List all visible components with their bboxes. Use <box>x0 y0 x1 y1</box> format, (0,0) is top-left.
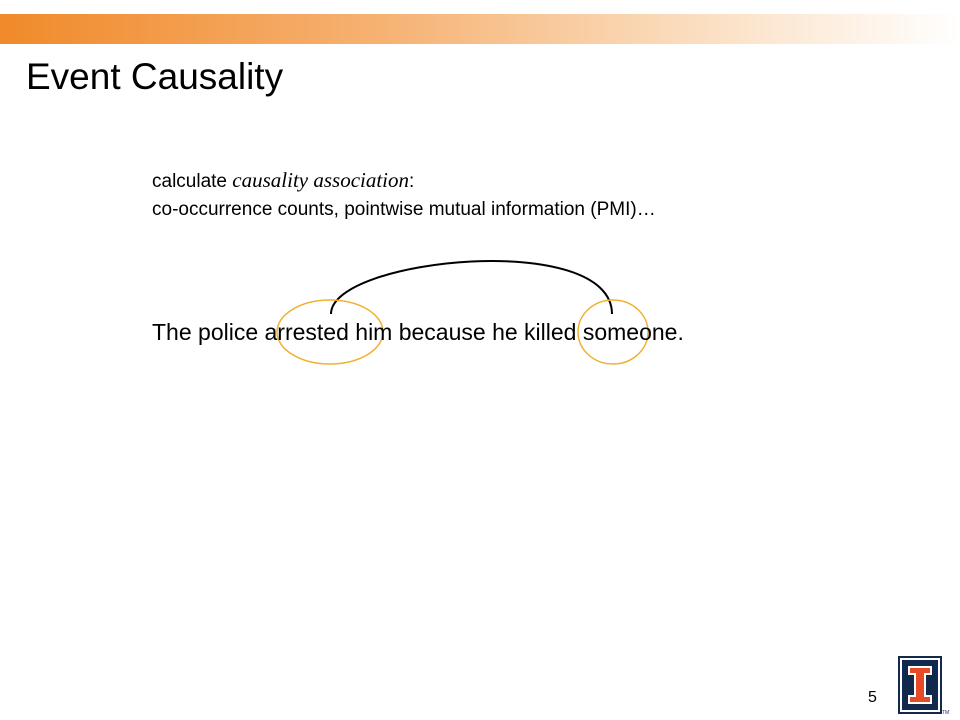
metrics-line: co-occurrence counts, pointwise mutual information (PMI)… <box>152 199 656 220</box>
calc-line <box>152 168 414 194</box>
illinois-block-i-icon <box>898 656 950 716</box>
example-sentence: The police arrested him because he killed someone. <box>152 319 684 345</box>
calc-term: causality association <box>232 168 410 192</box>
header-gradient-bar <box>0 14 960 44</box>
page-number: 5 <box>868 689 877 706</box>
calc-suffix: : <box>409 171 415 192</box>
calc-prefix: calculate <box>152 171 233 192</box>
logo-trademark: TM <box>942 710 950 716</box>
page-title: Event Causality <box>26 56 284 97</box>
causal-link-arc <box>331 261 612 314</box>
